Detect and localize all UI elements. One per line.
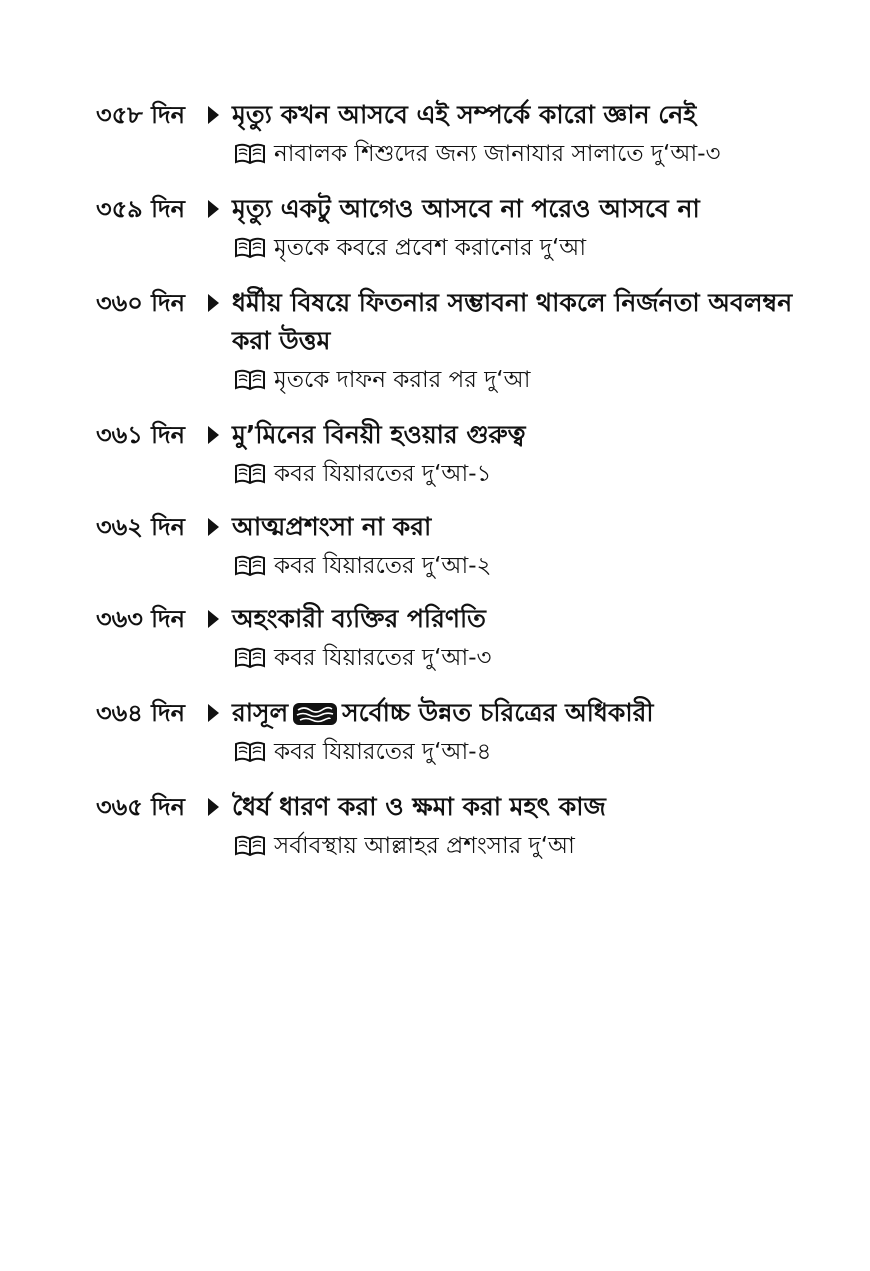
dua-text: সর্বাবস্থায় আল্লাহর প্রশংসার দু‘আ	[274, 833, 575, 859]
title-part-before: রাসূল	[232, 698, 289, 727]
day-heading	[96, 284, 836, 360]
day-label: ৩৬৪ দিন	[96, 699, 185, 727]
day-heading	[96, 694, 836, 732]
dua-line	[234, 228, 836, 268]
day-label: ৩৬১ দিন	[96, 421, 185, 449]
day-label: ৩৬২ দিন	[96, 513, 185, 541]
day-title: আত্মপ্রশংসা না করা	[232, 512, 432, 541]
open-book-icon	[234, 835, 266, 857]
triangle-right-icon	[208, 704, 219, 722]
day-title: ধর্মীয় বিষয়ে ফিতনার সম্ভাবনা থাকলে নির্জনতা অবলম্বন করা উত্তম	[232, 288, 793, 355]
triangle-right-icon	[208, 106, 219, 124]
open-book-icon	[234, 741, 266, 763]
dua-text: নাবালক শিশুদের জন্য জানাযার সালাতে দু‘আ-৩	[274, 141, 721, 167]
dua-line	[234, 732, 836, 772]
day-entry-358	[96, 96, 836, 174]
triangle-right-icon	[208, 610, 219, 628]
day-title: মৃত্যু কখন আসবে এই সম্পর্কে কারো জ্ঞান নেই	[232, 100, 697, 129]
open-book-icon	[234, 463, 266, 485]
dua-text: কবর যিয়ারতের দু‘আ-৩	[274, 645, 492, 671]
day-entry-360	[96, 284, 836, 400]
day-title	[232, 694, 832, 732]
day-label: ৩৫৮ দিন	[96, 101, 185, 129]
dua-text: কবর যিয়ারতের দু‘আ-২	[274, 553, 492, 579]
day-entry-362	[96, 508, 836, 586]
triangle-right-icon	[208, 200, 219, 218]
day-heading	[96, 788, 836, 826]
triangle-right-icon	[208, 294, 219, 312]
dua-line	[234, 360, 836, 400]
day-label: ৩৫৯ দিন	[96, 195, 185, 223]
day-label: ৩৬৩ দিন	[96, 605, 185, 633]
day-title: ধৈর্য ধারণ করা ও ক্ষমা করা মহৎ কাজ	[232, 792, 606, 821]
open-book-icon	[234, 647, 266, 669]
day-entry-359	[96, 190, 836, 268]
day-heading	[96, 96, 836, 134]
dua-line	[234, 638, 836, 678]
dua-line	[234, 826, 836, 866]
dua-line	[234, 454, 836, 494]
open-book-icon	[234, 555, 266, 577]
open-book-icon	[234, 237, 266, 259]
dua-text: কবর যিয়ারতের দু‘আ-৪	[274, 739, 492, 765]
day-entry-365	[96, 788, 836, 866]
day-entry-361	[96, 416, 836, 494]
open-book-icon	[234, 143, 266, 165]
day-label: ৩৬০ দিন	[96, 289, 185, 317]
triangle-right-icon	[208, 798, 219, 816]
dua-line	[234, 134, 836, 174]
day-entry-363	[96, 600, 836, 678]
dua-text: মৃতকে দাফন করার পর দু‘আ	[274, 367, 531, 393]
day-heading	[96, 190, 836, 228]
salawat-calligraphy-icon	[292, 701, 338, 727]
day-title: মু’মিনের বিনয়ী হওয়ার গুরুত্ব	[232, 420, 526, 449]
triangle-right-icon	[208, 426, 219, 444]
day-heading	[96, 600, 836, 638]
day-heading	[96, 416, 836, 454]
open-book-icon	[234, 369, 266, 391]
dua-text: কবর যিয়ারতের দু‘আ-১	[274, 461, 492, 487]
day-entry-364	[96, 694, 836, 772]
day-heading	[96, 508, 836, 546]
day-title: অহংকারী ব্যক্তির পরিণতি	[232, 604, 486, 633]
dua-line	[234, 546, 836, 586]
title-part-after: সর্বোচ্চ উন্নত চরিত্রের অধিকারী	[342, 698, 654, 727]
day-title: মৃত্যু একটু আগেও আসবে না পরেও আসবে না	[232, 194, 700, 223]
triangle-right-icon	[208, 518, 219, 536]
day-label: ৩৬৫ দিন	[96, 793, 185, 821]
dua-text: মৃতকে কবরে প্রবেশ করানোর দু‘আ	[274, 235, 587, 261]
